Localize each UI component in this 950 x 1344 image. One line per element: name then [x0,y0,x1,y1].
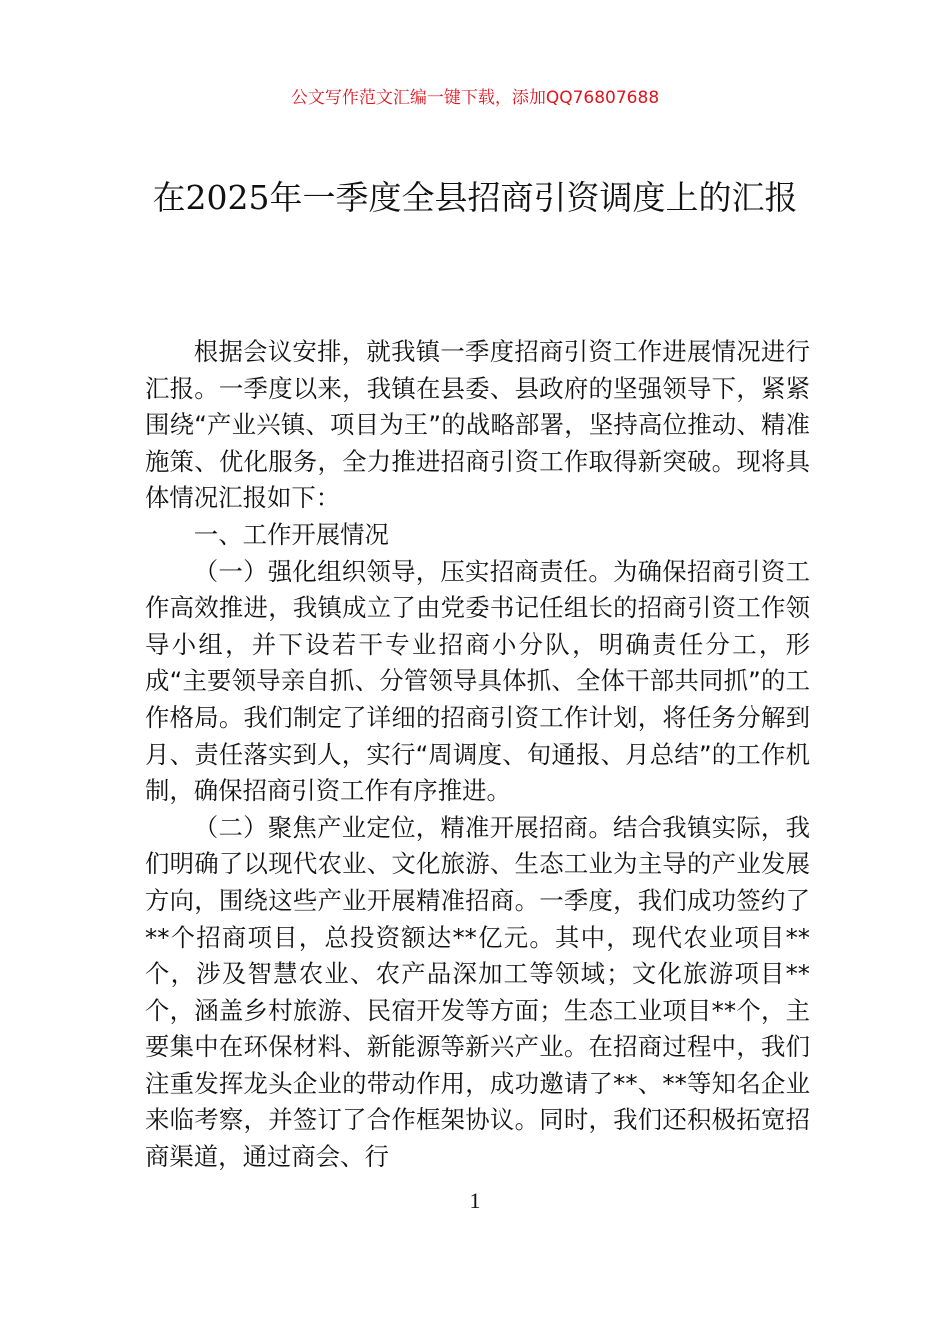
document-body [145,334,810,1176]
section-heading: 一、工作开展情况 [193,519,389,549]
document-title: 在2025年一季度全县招商引资调度上的汇报 [152,178,798,217]
paragraph-organization: （一）强化组织领导，压实招商责任。为确保招商引资工作高效推进，我镇成立了由党委书记任组长的招商引资工作领导小组，并下设若干专业招商小分队，明确责任分工，形成“主要领导亲自抓、分管领导具体抓、全体干部共同抓”的工作格局。我们制定了详细的招商引资工作计划，将任务分解到月、责任落实到人，实行“周调度、旬通报、月总结”的工作机制，确保招商引资工作有序推进。 [145,556,810,806]
download-banner: 公文写作范文汇编一键下载，添加QQ76807688 [290,88,660,108]
paragraph-industry: （二）聚焦产业定位，精准开展招商。结合我镇实际，我们明确了以现代农业、文化旅游、生态工业为主导的产业发展方向，围绕这些产业开展精准招商。一季度，我们成功签约了**个招商项目，总投资额达**亿元。其中，现代农业项目**个，涉及智慧农业、农产品深加工等领域；文化旅游项目**个，涵盖乡村旅游、民宿开发等方面；生态工业项目**个，主要集中在环保材料、新能源等新兴产业。在招商过程中，我们注重发挥龙头企业的带动作用，成功邀请了**、**等知名企业来临考察，并签订了合作框架协议。同时，我们还积极拓宽招商渠道，通过商会、行 [145,812,810,1172]
paragraph-intro: 根据会议安排，就我镇一季度招商引资工作进展情况进行汇报。一季度以来，我镇在县委、县政府的坚强领导下，紧紧围绕“产业兴镇、项目为王”的战略部署，坚持高位推动、精准施策、优化服务，全力推进招商引资工作取得新突破。现将具体情况汇报如下： [145,337,810,513]
page-number: 1 [469,1188,481,1213]
